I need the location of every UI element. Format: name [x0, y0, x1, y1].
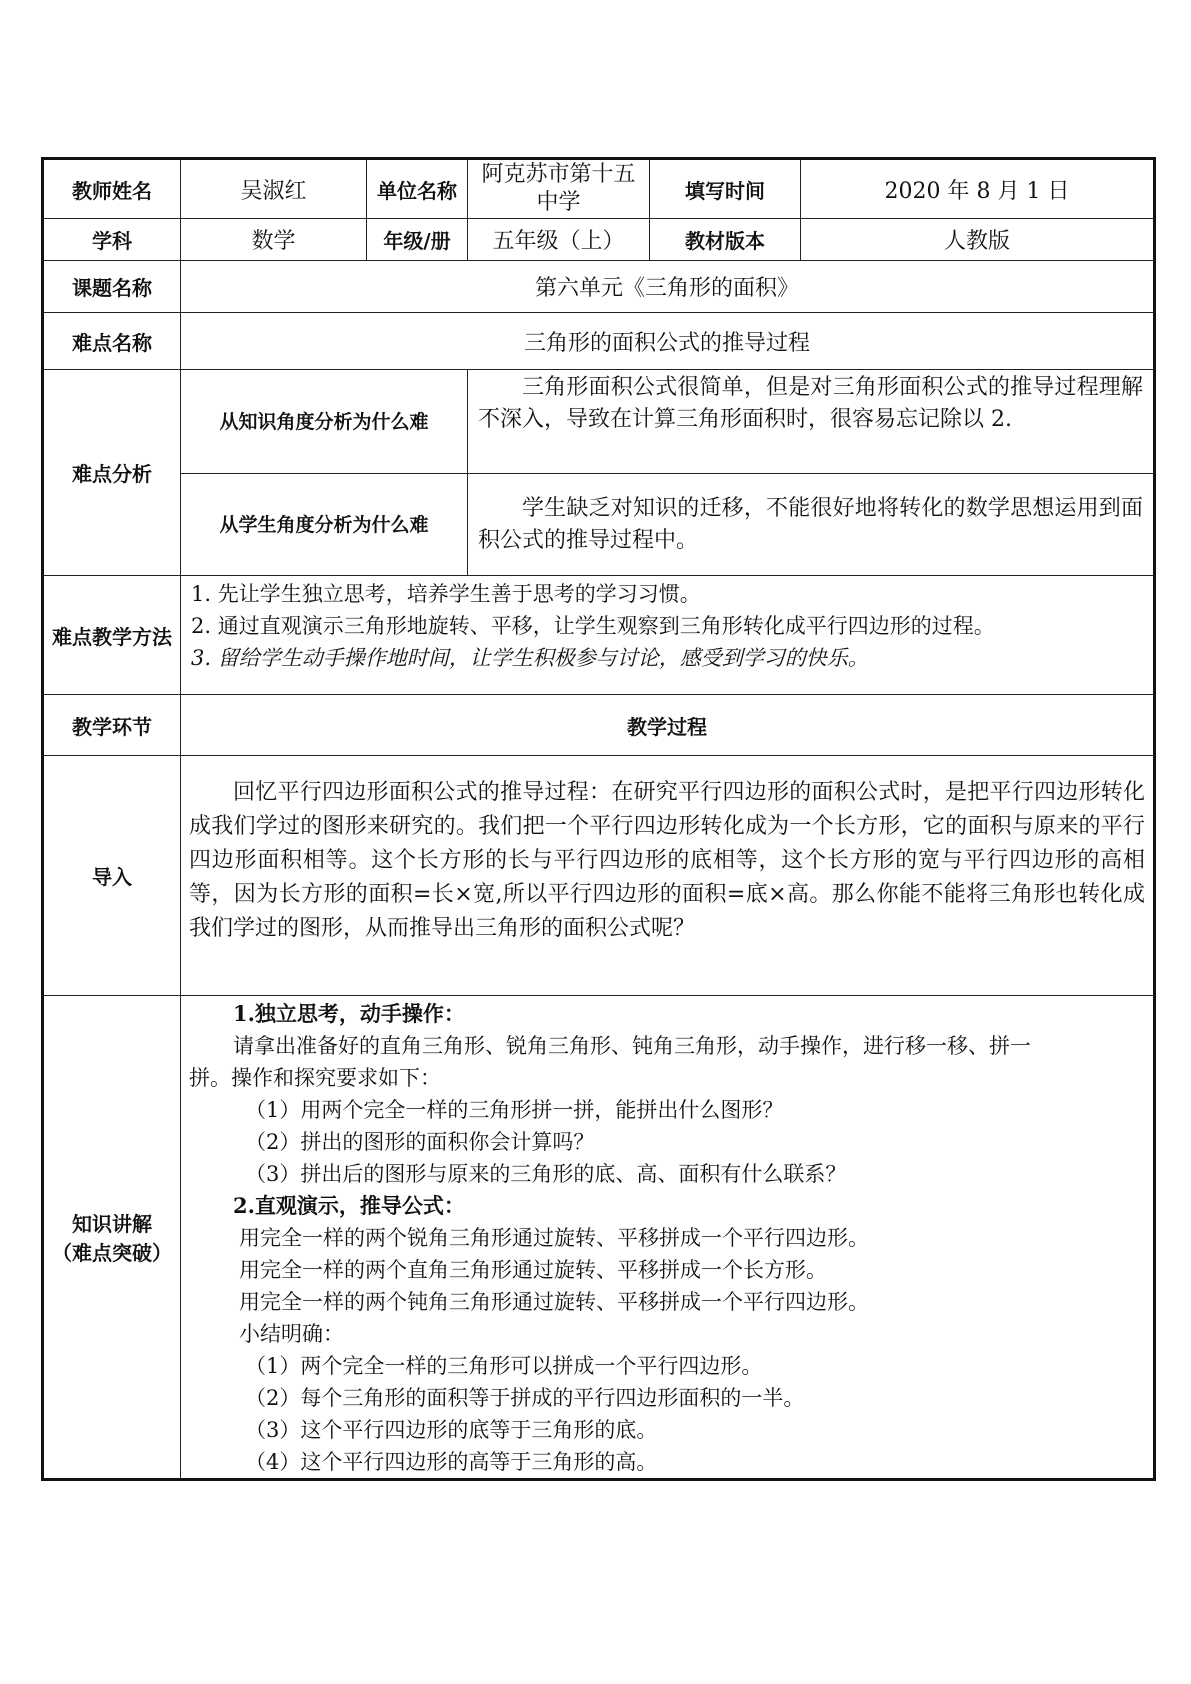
stage-label: 教学环节: [43, 695, 181, 756]
knowledge-angle-text: 三角形面积公式很简单，但是对三角形面积公式的推导过程理解不深入，导致在计算三角形面积时，很容易忘记除以 2.: [468, 370, 1155, 474]
subject-label: 学科: [43, 219, 181, 261]
teacher-value: 吴淑红: [181, 159, 367, 219]
method-item-1: 1. 先让学生独立思考，培养学生善于思考的学习习惯。: [191, 582, 701, 606]
demo-1: 用完全一样的两个锐角三角形通过旋转、平移拼成一个平行四边形。: [239, 1226, 869, 1250]
summary-heading: 小结明确：: [239, 1322, 344, 1346]
demo-2: 用完全一样的两个直角三角形通过旋转、平移拼成一个长方形。: [239, 1258, 827, 1282]
knowledge-label-line2: （难点突破）: [52, 1241, 172, 1265]
unit-value: 阿克苏市第十五中学: [468, 159, 650, 219]
student-angle-label: 从学生角度分析为什么难: [181, 474, 468, 576]
topic-value: 第六单元《三角形的面积》: [181, 261, 1155, 313]
difficulty-label: 难点名称: [43, 313, 181, 370]
methods-row: [43, 576, 1155, 695]
edition-label: 教材版本: [650, 219, 801, 261]
summary-2: （2）每个三角形的面积等于拼成的平行四边形面积的一半。: [245, 1386, 805, 1410]
grade-value: 五年级（上）: [468, 219, 650, 261]
methods-label: 难点教学方法: [43, 576, 181, 695]
knowledge-label-line1: 知识讲解: [72, 1212, 152, 1236]
intro-text: 回忆平行四边形面积公式的推导过程：在研究平行四边形的面积公式时，是把平行四边形转化成我们学过的图形来研究的。我们把一个平行四边形转化成为一个长方形，它的面积与原来的平行四边形面积相等。这个长方形的长与平行四边形的底相等，这个长方形的宽与平行四边形的高相等，因为长方形的面积=长×宽,所以平行四边形的面积=底×高。那么你能不能将三角形也转化成我们学过的图形，从而推导出三角形的面积公式呢？: [181, 756, 1155, 996]
knowledge-heading-2: 2.直观演示，推导公式：: [233, 1193, 465, 1218]
header-row-2: [43, 219, 1155, 261]
question-2: （2）拼出的图形的面积你会计算吗？: [245, 1130, 595, 1154]
date-value: 2020 年 8 月 1 日: [801, 159, 1155, 219]
methods-list: [181, 576, 1155, 695]
knowledge-heading-1: 1.独立思考，动手操作：: [233, 1001, 465, 1026]
header-row-1: [43, 159, 1155, 219]
knowledge-para-line-2: 拼。操作和探究要求如下：: [189, 1066, 441, 1090]
subject-value: 数学: [181, 219, 367, 261]
analysis-row-student: [43, 474, 1155, 576]
analysis-row-knowledge: [43, 370, 1155, 474]
teacher-label: 教师姓名: [43, 159, 181, 219]
knowledge-row: [43, 996, 1155, 1480]
difficulty-value: 三角形的面积公式的推导过程: [181, 313, 1155, 370]
summary-3: （3）这个平行四边形的底等于三角形的底。: [245, 1418, 658, 1442]
student-angle-text: 学生缺乏对知识的迁移，不能很好地将转化的数学思想运用到面积公式的推导过程中。: [468, 474, 1155, 576]
knowledge-content: [181, 996, 1155, 1480]
knowledge-label: [43, 996, 181, 1480]
question-3: （3）拼出后的图形与原来的三角形的底、高、面积有什么联系？: [245, 1162, 847, 1186]
edition-value: 人教版: [801, 219, 1155, 261]
demo-3: 用完全一样的两个钝角三角形通过旋转、平移拼成一个平行四边形。: [239, 1290, 869, 1314]
lesson-plan-table: [41, 157, 1156, 1481]
topic-row: [43, 261, 1155, 313]
summary-1: （1）两个完全一样的三角形可以拼成一个平行四边形。: [245, 1354, 763, 1378]
intro-row: [43, 756, 1155, 996]
process-label: 教学过程: [181, 695, 1155, 756]
difficulty-row: [43, 313, 1155, 370]
question-1: （1）用两个完全一样的三角形拼一拼，能拼出什么图形？: [245, 1098, 784, 1122]
knowledge-para-line-1: 请拿出准备好的直角三角形、锐角三角形、钝角三角形，动手操作，进行移一移、拼一: [233, 1034, 1031, 1058]
date-label: 填写时间: [650, 159, 801, 219]
unit-label: 单位名称: [367, 159, 468, 219]
analysis-label: 难点分析: [43, 370, 181, 576]
method-item-3: 3. 留给学生动手操作地时间，让学生积极参与讨论，感受到学习的快乐。: [191, 646, 869, 670]
topic-label: 课题名称: [43, 261, 181, 313]
grade-label: 年级/册: [367, 219, 468, 261]
knowledge-angle-label: 从知识角度分析为什么难: [181, 370, 468, 474]
intro-label: 导入: [43, 756, 181, 996]
method-item-2: 2. 通过直观演示三角形地旋转、平移，让学生观察到三角形转化成平行四边形的过程。: [191, 614, 995, 638]
process-header-row: [43, 695, 1155, 756]
summary-4: （4）这个平行四边形的高等于三角形的高。: [245, 1450, 658, 1474]
